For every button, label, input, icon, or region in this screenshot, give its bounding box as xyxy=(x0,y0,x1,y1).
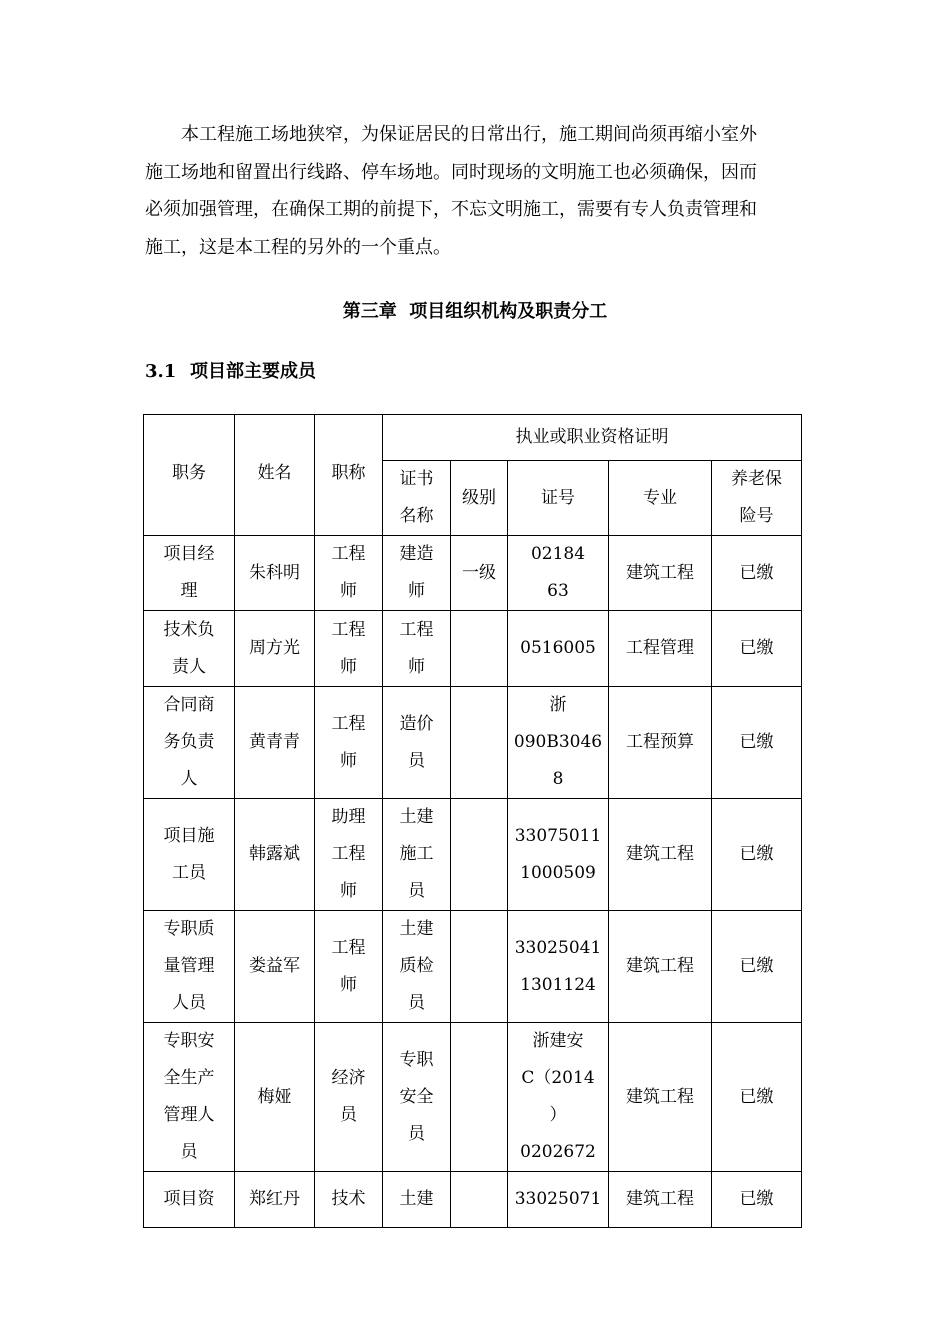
cell-cert-name: 土建 施工 员 xyxy=(383,799,451,911)
cell-pension: 已缴 xyxy=(712,611,802,687)
cell-cert-no: 33025041 1301124 xyxy=(508,911,609,1023)
staff-table xyxy=(143,414,802,1228)
cell-position: 专职质 量管理 人员 xyxy=(144,911,235,1023)
cell-level xyxy=(451,611,508,687)
cell-name: 韩露斌 xyxy=(235,799,315,911)
cell-cert-name: 土建 xyxy=(383,1172,451,1228)
section-number: 3.1 xyxy=(145,361,177,382)
cell-level xyxy=(451,911,508,1023)
header-title: 职称 xyxy=(315,415,383,536)
cell-cert-name: 建造 师 xyxy=(383,536,451,611)
cell-specialty: 工程预算 xyxy=(609,687,712,799)
header-row xyxy=(144,415,802,461)
cell-specialty: 建筑工程 xyxy=(609,799,712,911)
table-row xyxy=(144,1023,802,1172)
cell-pension: 已缴 xyxy=(712,1023,802,1172)
cell-cert-name: 专职 安全 员 xyxy=(383,1023,451,1172)
header-name: 姓名 xyxy=(235,415,315,536)
cell-level: 一级 xyxy=(451,536,508,611)
cell-title: 工程 师 xyxy=(315,536,383,611)
cell-specialty: 建筑工程 xyxy=(609,1172,712,1228)
cell-specialty: 工程管理 xyxy=(609,611,712,687)
cell-pension: 已缴 xyxy=(712,911,802,1023)
cell-cert-no: 浙 090B3046 8 xyxy=(508,687,609,799)
cell-cert-no: 02184 63 xyxy=(508,536,609,611)
intro-line: 施工场地和留置出行线路、停车场地。同时现场的文明施工也必须确保，因而 xyxy=(145,161,757,183)
cell-title: 经济 员 xyxy=(315,1023,383,1172)
cell-position: 项目资 xyxy=(144,1172,235,1228)
cell-name: 娄益军 xyxy=(235,911,315,1023)
intro-paragraph xyxy=(145,116,805,266)
table-row xyxy=(144,687,802,799)
cell-name: 黄青青 xyxy=(235,687,315,799)
cell-specialty: 建筑工程 xyxy=(609,1023,712,1172)
cell-pension: 已缴 xyxy=(712,687,802,799)
cell-title: 工程 师 xyxy=(315,611,383,687)
intro-line: 施工，这是本工程的另外的一个重点。 xyxy=(145,236,451,258)
header-qualification: 执业或职业资格证明 xyxy=(383,415,802,461)
header-cert-no: 证号 xyxy=(508,461,609,536)
header-level: 级别 xyxy=(451,461,508,536)
header-cert-name: 证书 名称 xyxy=(383,461,451,536)
table-row xyxy=(144,911,802,1023)
cell-level xyxy=(451,799,508,911)
cell-position: 项目经 理 xyxy=(144,536,235,611)
cell-position: 专职安 全生产 管理人 员 xyxy=(144,1023,235,1172)
cell-name: 梅娅 xyxy=(235,1023,315,1172)
cell-specialty: 建筑工程 xyxy=(609,911,712,1023)
cell-cert-no: 33025071 xyxy=(508,1172,609,1228)
intro-line: 必须加强管理，在确保工期的前提下，不忘文明施工，需要有专人负责管理和 xyxy=(145,199,757,220)
cell-cert-no: 浙建安 C（2014 ） 0202672 xyxy=(508,1023,609,1172)
header-pension: 养老保 险号 xyxy=(712,461,802,536)
table-row xyxy=(144,536,802,611)
header-specialty: 专业 xyxy=(609,461,712,536)
cell-cert-name: 造价 员 xyxy=(383,687,451,799)
table-row xyxy=(144,611,802,687)
cell-title: 工程 师 xyxy=(315,687,383,799)
cell-pension: 已缴 xyxy=(712,799,802,911)
cell-cert-no: 0516005 xyxy=(508,611,609,687)
section-title: 项目部主要成员 xyxy=(190,361,316,382)
cell-position: 技术负 责人 xyxy=(144,611,235,687)
intro-line: 本工程施工场地狭窄，为保证居民的日常出行，施工期间尚须再缩小室外 xyxy=(181,124,757,145)
cell-cert-name: 工程 师 xyxy=(383,611,451,687)
cell-level xyxy=(451,1023,508,1172)
cell-name: 周方光 xyxy=(235,611,315,687)
cell-name: 郑红丹 xyxy=(235,1172,315,1228)
table-row xyxy=(144,799,802,911)
cell-level xyxy=(451,1172,508,1228)
cell-name: 朱科明 xyxy=(235,536,315,611)
section-heading xyxy=(145,357,316,383)
table-row xyxy=(144,1172,802,1228)
cell-pension: 已缴 xyxy=(712,1172,802,1228)
cell-title: 助理 工程 师 xyxy=(315,799,383,911)
cell-position: 合同商 务负责 人 xyxy=(144,687,235,799)
cell-title: 技术 xyxy=(315,1172,383,1228)
cell-title: 工程 师 xyxy=(315,911,383,1023)
chapter-title: 第三章 项目组织机构及职责分工 xyxy=(342,301,608,322)
cell-position: 项目施 工员 xyxy=(144,799,235,911)
header-position: 职务 xyxy=(144,415,235,536)
cell-cert-no: 33075011 1000509 xyxy=(508,799,609,911)
cell-cert-name: 土建 质检 员 xyxy=(383,911,451,1023)
cell-level xyxy=(451,687,508,799)
cell-specialty: 建筑工程 xyxy=(609,536,712,611)
cell-pension: 已缴 xyxy=(712,536,802,611)
